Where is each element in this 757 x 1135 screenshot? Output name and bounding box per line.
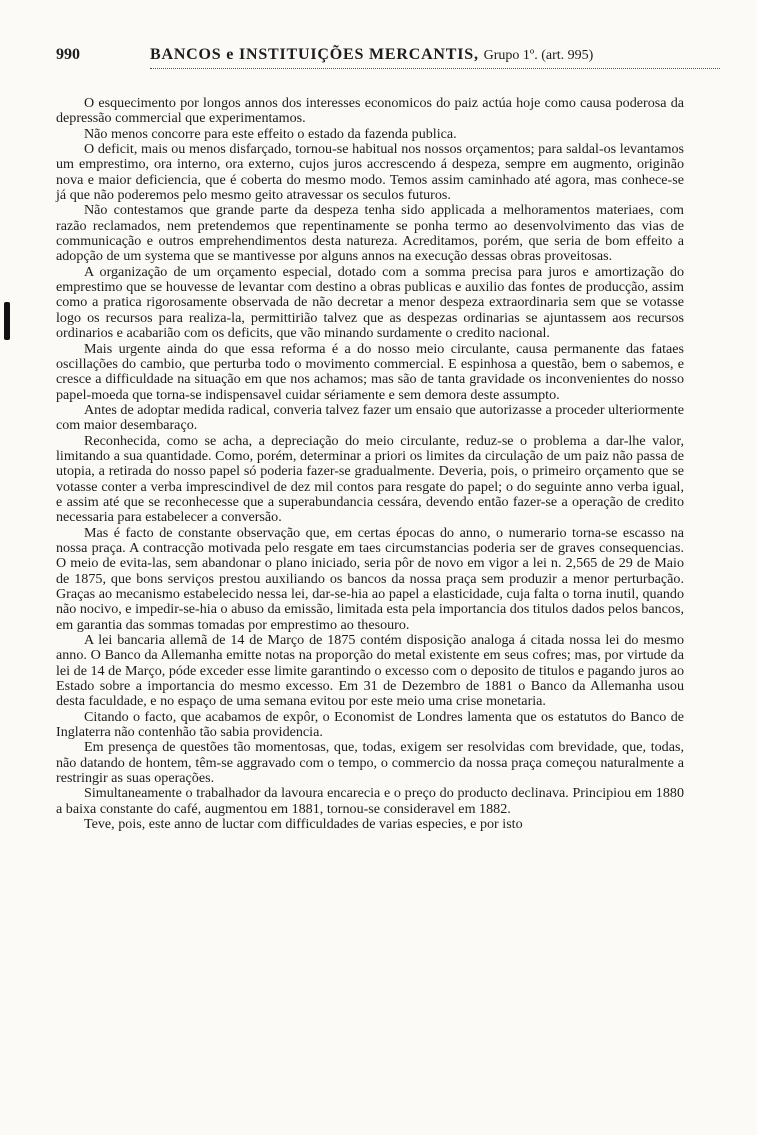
paragraph: Não menos concorre para este effeito o estado da fazenda publica. <box>84 125 457 142</box>
paragraph: Mas é facto de constante observação que, em certas épocas do anno, o numerario torna-se escasso na nossa praça. A contracção motivada pelo resgate em taes circumstancias poderia ser de graves consequencias. O meio de evita-las, sem abandonar o plano iniciado, seria pôr de novo em vigor a lei n. 2,565 de 29 de Maio de 1875, que bons serviços prestou auxiliando os bancos da nossa praça sem produzir a menor perturbação. Graças ao mecanismo estabelecido nessa lei, dar-se-hia ao papel a elasticidade, cuja falta o torna inutil, quando não nocivo, e impedir-se-hia o abuso da emissão, limitada esta pela importancia dos titulos dados pelos bancos, em garantia das sommas tomadas por emprestimo ao thesouro. <box>56 524 684 633</box>
paragraph: A lei bancaria allemã de 14 de Março de 1875 contém disposição analoga á citada nossa lei do mesmo anno. O Banco da Allemanha emitte notas na proporção do metal existente em seus cofres; mas, por virtude da lei de 14 de Março, póde exceder esse limite garantindo o excesso com o deposito de titulos e pagando juros ao Estado sobre a importancia do mesmo excesso. Em 31 de Dezembro de 1881 o Banco da Allemanha usou desta faculdade, e no espaço de uma semana evitou por este meio uma crise monetaria. <box>56 632 684 710</box>
page-header <box>56 44 716 70</box>
header-rule <box>150 68 720 69</box>
margin-mark <box>4 302 10 340</box>
paragraph: Citando o facto, que acabamos de expôr, o Economist de Londres lamenta que os estatutos do Banco de Inglaterra não contenhão tão sabia providencia. <box>56 708 684 741</box>
running-subtitle: Grupo 1º. (art. 995) <box>483 48 594 63</box>
paragraph: O deficit, mais ou menos disfarçado, tornou-se habitual nos nossos orçamentos; para saldal-os levantamos um emprestimo, ora interno, ora externo, cujos juros accrescendo á despeza, sempre em augmento, originão nova e maior deficiencia, que é coberta do mesmo modo. Temos assim caminhado até agora, mas conhece-se já que não poderemos pelo mesmo geito atravessar os seculos futuros. <box>56 141 684 204</box>
paragraph: Antes de adoptar medida radical, converia talvez fazer um ensaio que autorizasse a proceder ulteriormente com maior desembaraço. <box>56 401 684 434</box>
paragraph: Reconhecida, como se acha, a depreciação do meio circulante, reduz-se o problema a dar-lhe valor, limitando a sua quantidade. Como, porém, determinar a priori os limites da circulação de um paiz não passa de utopia, a retirada do nosso papel só poderia fazer-se gradualmente. Deveria, pois, o primeiro orçamento que se votasse conter a verba imprescindivel de dez mil contos para resgate do papel; o do seguinte anno verba igual, e assim até que se reconhecesse que a superabundancia cessára, devendo então fazer-se a operação de credito necessaria para estabelecer a conversão. <box>56 432 684 526</box>
paragraph: Simultaneamente o trabalhador da lavoura encarecia e o preço do producto declinava. Principiou em 1880 a baixa constante do café, augmentou em 1881, tornou-se consideravel em 1882. <box>56 785 684 817</box>
article-body <box>56 96 684 833</box>
running-title <box>150 46 593 64</box>
paragraph: O esquecimento por longos annos dos interesses economicos do paiz actúa hoje como causa poderosa da depressão commercial que experimentamos. <box>56 95 684 127</box>
paragraph: Em presença de questões tão momentosas, que, todas, exigem ser resolvidas com brevidade, que, todas, não datando de hontem, têm-se aggravado com o tempo, o commercio da nossa praça começou naturalmente a restringir as suas operações. <box>56 739 684 787</box>
paragraph: Mais urgente ainda do que essa reforma é a do nosso meio circulante, causa permanente das fataes oscillações do cambio, que perturba todo o movimento commercial. E espinhosa a questão, bem o sabemos, e cresce a difficuldade na situação em que nos achamos; mas são de tanta gravidade os inconvenientes do nosso papel-moeda que torna-se indispensavel cuidar sériamente e sem demora deste assumpto. <box>56 340 684 403</box>
running-title-text: BANCOS e INSTITUIÇÕES MERCANTIS, <box>150 46 479 63</box>
paragraph: A organização de um orçamento especial, dotado com a somma precisa para juros e amortização do emprestimo que se houvesse de levantar com destino a obras publicas e auxilio das fontes de producção, assim como a pratica rigorosamente observada de não decretar a menor despeza extraordinaria sem que se votasse logo os recursos para realiza-la, permittirião talvez que as despezas ordinarias se ajuntassem aos recursos ordinarios e acabarião com os deficits, que vão minando surdamente o credito nacional. <box>56 263 684 342</box>
page-number: 990 <box>56 46 80 63</box>
paragraph: Teve, pois, este anno de luctar com difficuldades de varias especies, e por isto <box>84 816 523 833</box>
paragraph: Não contestamos que grande parte da despeza tenha sido applicada a melhoramentos materiaes, com razão reclamados, nem pretendemos que repentinamente se ponha termo ao desenvolvimento das vias de communicação e outros emprehendimentos desta natureza. Acreditamos, porém, que seria de bom effeito a adopção de um systema que se mantivesse por alguns annos na execução dessas obras proveitosas. <box>56 202 684 265</box>
